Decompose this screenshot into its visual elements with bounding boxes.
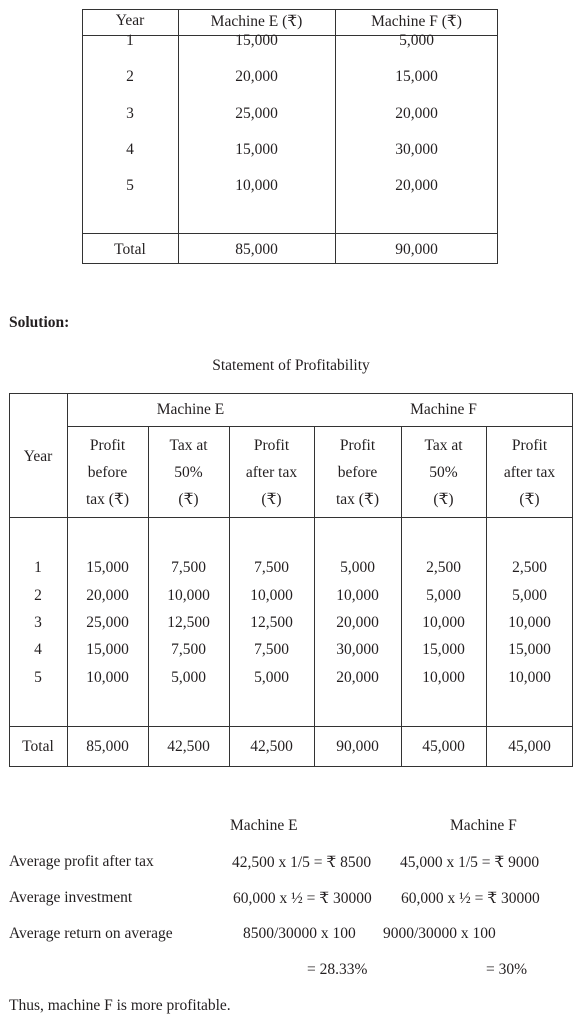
table-cell: 4 bbox=[34, 641, 42, 658]
table-cell: after tax bbox=[503, 464, 556, 481]
table-cell: after tax bbox=[245, 464, 298, 481]
table-cell: 1 bbox=[34, 559, 42, 576]
table-cell: 12,500 bbox=[250, 614, 293, 631]
calc-f-avg-investment: 60,000 x ½ = ₹ 30000 bbox=[401, 890, 540, 907]
table-cell: 85,000 bbox=[86, 738, 129, 755]
table-cell: 20,000 bbox=[86, 587, 129, 604]
column-header-machine-f: Machine F (₹) bbox=[371, 13, 462, 30]
table-cell: (₹) bbox=[519, 491, 540, 508]
table-cell: 50% bbox=[174, 464, 203, 481]
table-cell: 42,500 bbox=[167, 738, 210, 755]
table-cell: 2,500 bbox=[426, 559, 461, 576]
table-cell: 15,000 bbox=[235, 32, 278, 49]
table-cell: 10,000 bbox=[508, 614, 551, 631]
profitability-statement-table bbox=[9, 393, 573, 767]
table-cell: (₹) bbox=[433, 491, 454, 508]
table-cell: 5,000 bbox=[426, 587, 461, 604]
column-header-year: Year bbox=[23, 448, 53, 465]
table-cell: 10,000 bbox=[250, 587, 293, 604]
table-cell: 7,500 bbox=[171, 641, 206, 658]
table-cell: 12,500 bbox=[167, 614, 210, 631]
table-cell: (₹) bbox=[178, 491, 199, 508]
table-cell: 5,000 bbox=[340, 559, 375, 576]
table-cell: 20,000 bbox=[235, 68, 278, 85]
table-cell: 5,000 bbox=[171, 669, 206, 686]
table-cell: 5 bbox=[126, 177, 134, 194]
calc-label-avg-investment: Average investment bbox=[9, 889, 133, 906]
table-cell: 7,500 bbox=[254, 559, 289, 576]
table-cell: 10,000 bbox=[422, 669, 465, 686]
table-cell: 30,000 bbox=[395, 141, 438, 158]
table-cell: 15,000 bbox=[86, 641, 129, 658]
table-cell: 3 bbox=[34, 614, 42, 631]
sub-header-profit-before-tax-e bbox=[67, 432, 148, 513]
table-cell: 15,000 bbox=[422, 641, 465, 658]
table-cell: 2 bbox=[34, 587, 42, 604]
table-cell: 15,000 bbox=[395, 68, 438, 85]
sub-header-profit-before-tax-f bbox=[314, 432, 401, 513]
statement-title: Statement of Profitability bbox=[212, 357, 370, 374]
table-cell: 2,500 bbox=[512, 559, 547, 576]
table-cell: 20,000 bbox=[395, 105, 438, 122]
table-cell: Profit bbox=[339, 437, 376, 454]
total-machine-e: 85,000 bbox=[235, 241, 278, 258]
table-cell: 10,000 bbox=[167, 587, 210, 604]
table-cell: 15,000 bbox=[508, 641, 551, 658]
table-cell: Tax at bbox=[169, 437, 208, 454]
table-cell: 5 bbox=[34, 669, 42, 686]
table-cell: tax (₹) bbox=[336, 491, 379, 508]
table-cell: Profit bbox=[511, 437, 548, 454]
table-cell: before bbox=[87, 464, 128, 481]
table-cell: 25,000 bbox=[235, 105, 278, 122]
table-cell: 10,000 bbox=[235, 177, 278, 194]
sub-header-tax-f bbox=[401, 432, 486, 513]
total-divider bbox=[9, 726, 573, 727]
column-header-year: Year bbox=[115, 12, 145, 29]
table-cell: 45,000 bbox=[422, 738, 465, 755]
total-machine-f: 90,000 bbox=[395, 241, 438, 258]
table-cell: Profit bbox=[253, 437, 290, 454]
header-divider bbox=[9, 517, 573, 518]
calc-f-result: = 30% bbox=[486, 961, 528, 978]
table-cell: 20,000 bbox=[395, 177, 438, 194]
total-label: Total bbox=[114, 241, 146, 258]
table-cell: 20,000 bbox=[336, 669, 379, 686]
column-header-machine-e: Machine E (₹) bbox=[210, 13, 303, 30]
table-cell: 30,000 bbox=[336, 641, 379, 658]
table-cell: 10,000 bbox=[422, 614, 465, 631]
solution-label: Solution: bbox=[9, 314, 70, 331]
table-cell: before bbox=[337, 464, 378, 481]
machine-profit-table bbox=[82, 9, 498, 264]
table-cell: 10,000 bbox=[86, 669, 129, 686]
table-cell: 3 bbox=[126, 105, 134, 122]
conclusion-text: Thus, machine F is more profitable. bbox=[9, 997, 231, 1014]
table-cell: 1 bbox=[126, 32, 134, 49]
table-cell: Profit bbox=[89, 437, 126, 454]
calc-e-result: = 28.33% bbox=[307, 961, 368, 978]
table-cell: 5,000 bbox=[512, 587, 547, 604]
table-cell: 20,000 bbox=[336, 614, 379, 631]
calc-header-machine-e: Machine E bbox=[230, 817, 298, 834]
table-cell: 7,500 bbox=[171, 559, 206, 576]
group-header-machine-f: Machine F bbox=[410, 401, 477, 418]
table-cell: Total bbox=[22, 738, 54, 755]
table-cell: 15,000 bbox=[235, 141, 278, 158]
table-cell: 2 bbox=[126, 68, 134, 85]
calc-f-avg-return: 9000/30000 x 100 bbox=[383, 925, 496, 942]
table-cell: 15,000 bbox=[86, 559, 129, 576]
table-cell: 45,000 bbox=[508, 738, 551, 755]
calc-e-avg-return: 8500/30000 x 100 bbox=[243, 925, 356, 942]
group-header-divider bbox=[67, 426, 573, 427]
table-cell: 7,500 bbox=[254, 641, 289, 658]
calc-label-avg-profit: Average profit after tax bbox=[9, 853, 154, 870]
table-cell: 4 bbox=[126, 141, 134, 158]
sub-header-profit-after-tax-e bbox=[229, 432, 314, 513]
group-header-machine-e: Machine E bbox=[156, 401, 225, 418]
table-cell: 25,000 bbox=[86, 614, 129, 631]
total-divider bbox=[82, 233, 498, 234]
table-cell: tax (₹) bbox=[86, 491, 129, 508]
table-cell: 10,000 bbox=[336, 587, 379, 604]
table-cell: (₹) bbox=[261, 491, 282, 508]
table-cell: Tax at bbox=[424, 437, 463, 454]
calc-label-avg-return: Average return on average bbox=[9, 925, 173, 942]
table-cell: 5,000 bbox=[254, 669, 289, 686]
sub-header-profit-after-tax-f bbox=[486, 432, 573, 513]
table-cell: 10,000 bbox=[508, 669, 551, 686]
table-cell: 50% bbox=[429, 464, 458, 481]
calc-f-avg-profit: 45,000 x 1/5 = ₹ 9000 bbox=[400, 854, 540, 871]
table-cell: 90,000 bbox=[336, 738, 379, 755]
calc-e-avg-investment: 60,000 x ½ = ₹ 30000 bbox=[233, 890, 372, 907]
table-cell: 42,500 bbox=[250, 738, 293, 755]
calc-header-machine-f: Machine F bbox=[450, 817, 517, 834]
calc-e-avg-profit: 42,500 x 1/5 = ₹ 8500 bbox=[232, 854, 372, 871]
sub-header-tax-e bbox=[148, 432, 229, 513]
table-cell: 5,000 bbox=[399, 32, 434, 49]
